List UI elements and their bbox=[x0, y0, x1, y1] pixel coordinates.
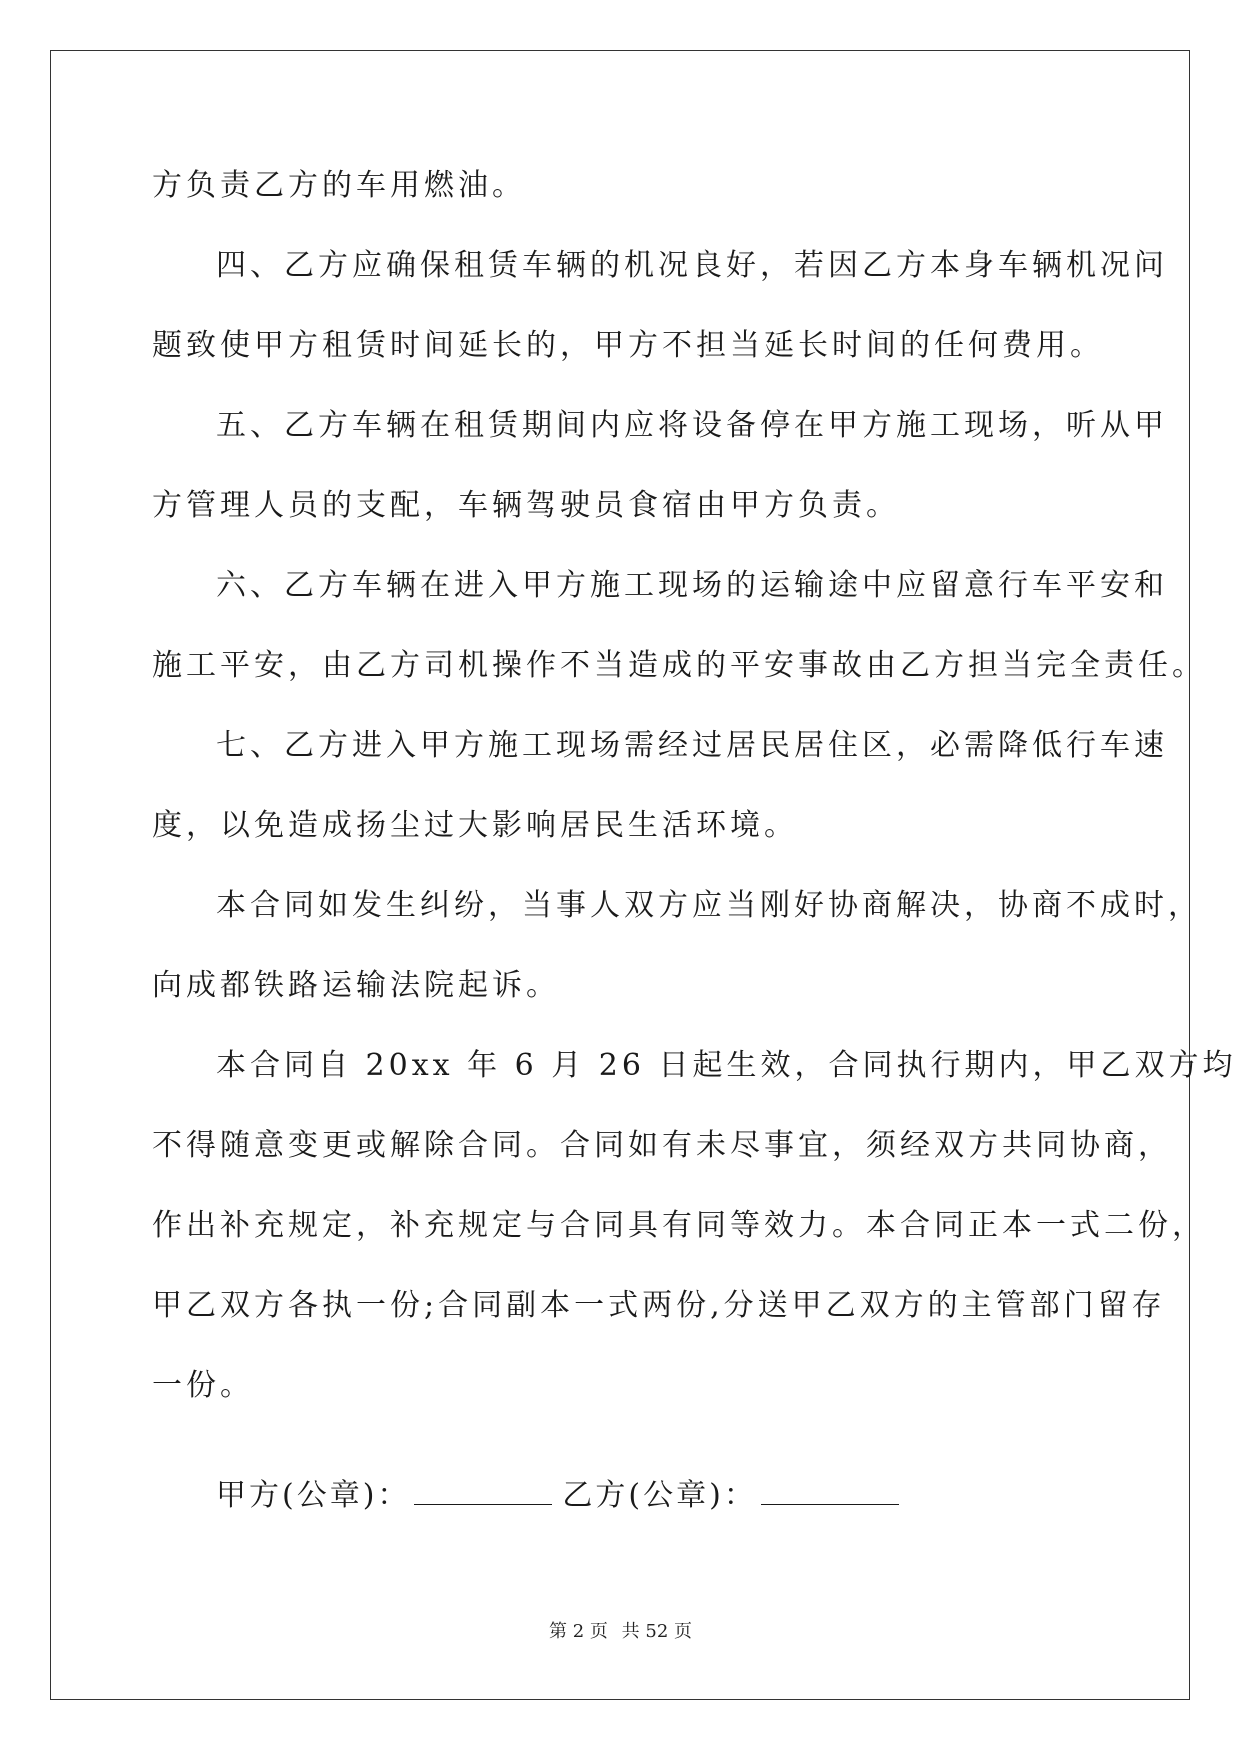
clause-five-line-2: 方管理人员的支配，车辆驾驶员食宿由甲方负责。 bbox=[152, 488, 900, 523]
clause-seven-line-1: 七、乙方进入甲方施工现场需经过居民居住区，必需降低行车速 bbox=[216, 728, 1168, 763]
party-a-seal-blank bbox=[414, 1478, 552, 1505]
page-number: 第 2 页 bbox=[549, 1621, 608, 1642]
clause-seven-line-2: 度，以免造成扬尘过大影响居民生活环境。 bbox=[152, 808, 798, 843]
party-b-seal-label: 乙方(公章)： bbox=[562, 1478, 757, 1513]
effective-line-3: 作出补充规定，补充规定与合同具有同等效力。本合同正本一式二份， bbox=[152, 1208, 1206, 1243]
clause-four-line-2: 题致使甲方租赁时间延长的，甲方不担当延长时间的任何费用。 bbox=[152, 328, 1104, 363]
document-body bbox=[152, 168, 1237, 1404]
effective-line-4: 甲乙双方各执一份;合同副本一式两份,分送甲乙双方的主管部门留存 bbox=[152, 1288, 1166, 1323]
effective-line-2: 不得随意变更或解除合同。合同如有未尽事宜，须经双方共同协商， bbox=[152, 1128, 1172, 1163]
effective-line-5: 一份。 bbox=[152, 1368, 254, 1403]
dispute-line-1: 本合同如发生纠纷，当事人双方应当刚好协商解决，协商不成时， bbox=[216, 888, 1202, 923]
effective-line-1: 本合同自 20xx 年 6 月 26 日起生效，合同执行期内，甲乙双方均 bbox=[216, 1048, 1237, 1083]
page-footer bbox=[0, 1621, 1241, 1643]
dispute-line-2: 向成都铁路运输法院起诉。 bbox=[152, 968, 560, 1003]
page-total: 共 52 页 bbox=[621, 1621, 692, 1642]
text-line: 方负责乙方的车用燃油。 bbox=[152, 168, 526, 203]
clause-four-line-1: 四、乙方应确保租赁车辆的机况良好，若因乙方本身车辆机况问 bbox=[216, 248, 1168, 283]
clause-six-line-1: 六、乙方车辆在进入甲方施工现场的运输途中应留意行车平安和 bbox=[216, 568, 1168, 603]
clause-five-line-1: 五、乙方车辆在租赁期间内应将设备停在甲方施工现场，听从甲 bbox=[216, 408, 1168, 443]
signature-row bbox=[216, 1478, 909, 1514]
party-b-seal-blank bbox=[761, 1478, 899, 1505]
clause-six-line-2: 施工平安，由乙方司机操作不当造成的平安事故由乙方担当完全责任。 bbox=[152, 648, 1206, 683]
party-a-seal-label: 甲方(公章)： bbox=[216, 1478, 411, 1513]
